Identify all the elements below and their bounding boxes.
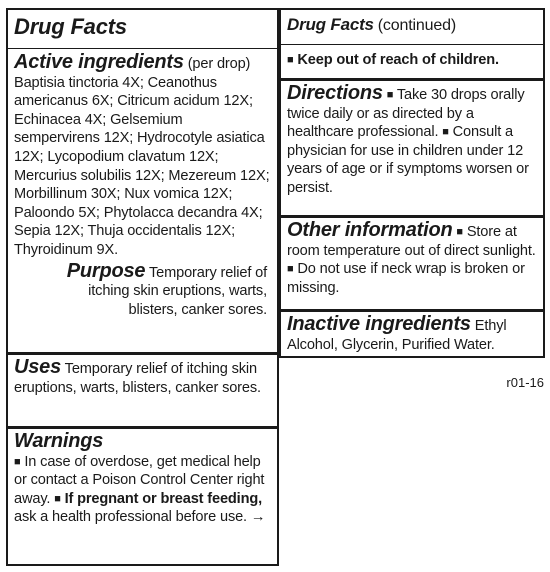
pregnancy-warning: If pregnant or breast feeding,: [64, 490, 263, 507]
uses-section: [8, 355, 277, 425]
inactive-ingredients-heading: Inactive ingredients: [287, 313, 471, 335]
uses-heading: Uses: [14, 356, 62, 378]
active-ingredients-heading: Active ingredients: [14, 51, 184, 73]
purpose-block: [14, 259, 271, 320]
purpose-text: Temporary relief of itching skin eruptions, warts, blisters, canker sores.: [88, 264, 267, 318]
other-information-section: [281, 218, 543, 310]
divider: [8, 48, 277, 49]
drug-facts-header: [8, 10, 277, 48]
warnings-text: ■ In case of overdose, get medical help or contact a Poison Control Center right away. ■ If pregnant or breast feeding, ask a health professional before use. →: [14, 453, 266, 526]
purpose-heading: Purpose: [66, 259, 146, 282]
bullet-icon: ■: [442, 126, 449, 139]
active-ingredients-section: [8, 50, 277, 350]
bullet-icon: ■: [287, 263, 294, 276]
continued-title: Drug Facts: [287, 15, 374, 34]
warnings-section: [8, 429, 277, 565]
drug-facts-title: Drug Facts: [14, 14, 127, 39]
other-information-heading: Other information: [287, 219, 453, 241]
directions-heading: Directions: [287, 82, 383, 104]
other-information-text-2: Do not use if neck wrap is broken or missing.: [287, 261, 525, 296]
revision-code: r01-16: [506, 375, 544, 390]
keep-out-text: Keep out of reach of children.: [297, 52, 499, 68]
bullet-icon: ■: [386, 89, 394, 101]
warnings-heading: Warnings: [14, 430, 104, 452]
arrow-right-icon: →: [250, 509, 266, 526]
bullet-icon: ■: [287, 54, 294, 66]
active-ingredients-text: Baptisia tinctoria 4X; Ceanothus americanus 6X; Citricum acidum 12X; Echinacea 4X; Gelsemium sempervirens 12X; Hydrocotyle asiatica 12X; Lycopodium clavatum 12X; Mercurius solubilis 12X; Mezereum 12X; Morbillinum 30X; Nux vomica 12X; Paloondo 5X; Phytolacca decandra 4X; Sepia 12X; Thuja occidentalis 12X; Thyroidinum 9X.: [14, 74, 270, 258]
directions-text-2: Consult a physician for use in children under 12 years of age or if symptoms worsen or persist.: [287, 124, 529, 196]
continued-header: [281, 10, 543, 40]
other-information-text-1: Store at room temperature out of direct sunlight.: [287, 224, 536, 259]
continued-suffix: (continued): [377, 17, 457, 34]
active-ingredients-qualifier: (per drop): [187, 56, 251, 72]
directions-section: [281, 81, 543, 215]
directions-text-1: Take 30 drops orally twice daily or as directed by a healthcare professional.: [287, 87, 525, 141]
bullet-icon: ■: [14, 455, 21, 468]
left-panel: [6, 8, 279, 566]
bullet-icon: ■: [456, 226, 463, 238]
inactive-ingredients-section: [281, 312, 543, 356]
inactive-ingredients-text: Ethyl Alcohol, Glycerin, Purified Water.: [287, 318, 507, 353]
bullet-icon: ■: [54, 492, 61, 505]
keep-out-section: [281, 45, 543, 79]
right-panel: [279, 8, 545, 358]
uses-text: Temporary relief of itching skin eruptions, warts, blisters, canker sores.: [14, 361, 261, 396]
